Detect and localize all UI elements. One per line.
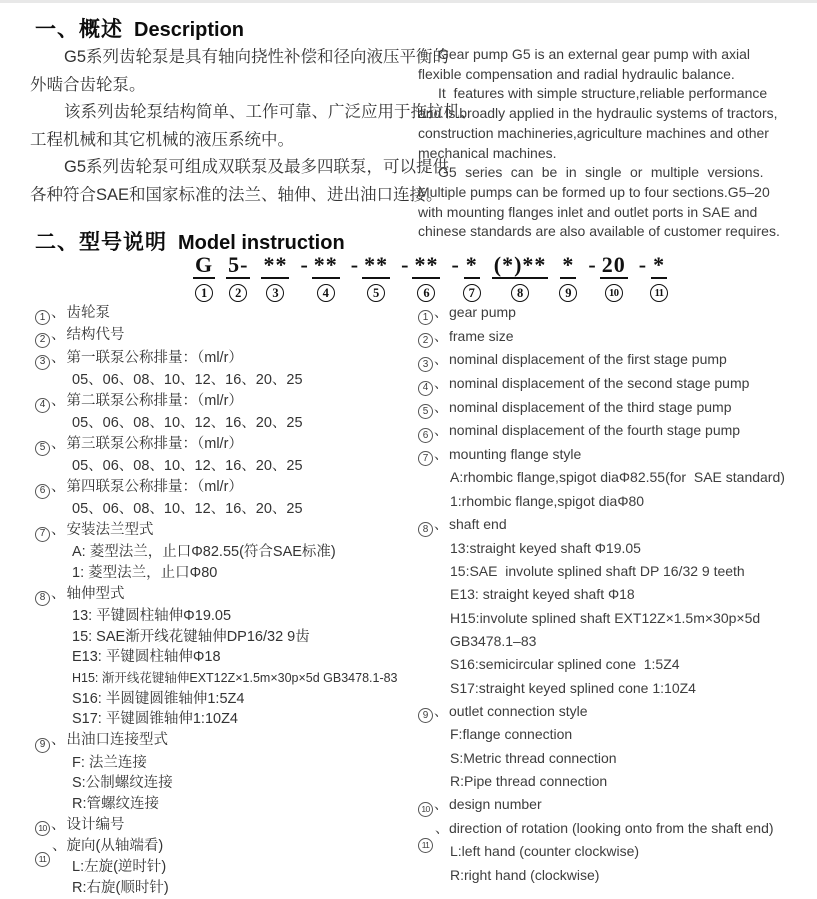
list-item-text: frame size: [449, 327, 514, 344]
item-separator: 、: [434, 304, 448, 320]
circled-number: 10: [35, 821, 50, 836]
code-field-column: [600, 253, 628, 302]
model-code-diagram: [193, 253, 668, 302]
list-item: [418, 325, 816, 349]
model-code-segment: [588, 253, 627, 302]
paragraph-line: Multiple pumps can be formed up to four sections.G5–20: [418, 183, 770, 200]
list-item-text: GB3478.1–83: [450, 632, 537, 649]
list-item-text: R:right hand (clockwise): [450, 866, 600, 883]
item-separator: 、: [434, 796, 448, 813]
list-item-text: 05、06、08、10、12、16、20、25: [72, 501, 303, 518]
list-item: [35, 520, 417, 542]
field-number-badge: 11: [650, 284, 668, 302]
code-field: **: [313, 252, 338, 277]
circled-number: 8: [418, 522, 433, 537]
code-field-column: [412, 253, 440, 302]
list-item: [72, 499, 417, 520]
list-item: [35, 348, 417, 370]
field-number-badge: 8: [511, 284, 529, 302]
list-item: [435, 817, 816, 840]
circled-number: 2: [418, 333, 433, 348]
list-item: [35, 730, 417, 752]
item-separator: 、: [434, 327, 448, 344]
circled-number: 11: [418, 838, 433, 853]
list-item-text: 出油口连接型式: [66, 732, 168, 749]
en-explanation-list: [418, 301, 816, 887]
list-item: [72, 627, 417, 648]
paragraph-line: 外啮合齿轮泵。: [30, 75, 146, 94]
list-item: [72, 668, 417, 689]
item-separator: 、: [434, 351, 448, 368]
list-item-text: 结构代号: [66, 327, 125, 344]
list-item-text: L:left hand (counter clockwise): [450, 843, 640, 860]
list-item-text: 13: 平键圆柱轴伸Φ19.05: [72, 607, 232, 624]
list-item-text: 05、06、08、10、12、16、20、25: [72, 458, 303, 475]
model-code-segment: [559, 253, 577, 302]
code-field-column: [463, 253, 481, 302]
list-item: [450, 747, 816, 770]
circled-number: 5: [418, 404, 433, 419]
code-field-column: [492, 253, 549, 302]
list-item-text: mounting flange style: [449, 445, 582, 462]
list-item: [72, 563, 417, 584]
list-item-text: 第一联泵公称排量：（ml/r）: [66, 349, 243, 366]
list-item: [72, 689, 417, 710]
code-prefix-dash: -: [300, 252, 308, 277]
circled-number: 9: [35, 738, 50, 753]
code-field-column: [362, 253, 390, 302]
model-code-segment: [401, 253, 440, 302]
field-number-badge: 9: [559, 284, 577, 302]
paragraph-line: It features with simple structure,reliable performance: [438, 85, 768, 102]
model-section-heading: [35, 226, 345, 256]
list-item: [72, 647, 417, 668]
overview-section-heading: [35, 13, 244, 43]
paragraph-line: G5系列齿轮泵可组成双联泵及最多四联泵，可以提供: [64, 158, 450, 177]
circled-number: 6: [35, 484, 50, 499]
list-item-text: H15:involute splined shaft EXT12Z×1.5m×30p×5d: [450, 609, 761, 626]
code-field: (*)**: [493, 252, 547, 277]
circled-number: 7: [35, 527, 50, 542]
list-item-text: nominal displacement of the fourth stage pump: [449, 422, 741, 439]
list-item: [35, 434, 417, 456]
list-item: [418, 396, 816, 420]
list-item: [35, 303, 417, 325]
model-code-segment: [492, 253, 549, 302]
model-code-segment: [300, 253, 339, 302]
list-item: [450, 677, 816, 700]
code-field: *: [562, 252, 575, 277]
model-code-segment: [226, 253, 250, 302]
list-item-text: nominal displacement of the third stage pump: [449, 398, 732, 415]
overview-en-paragraph: [418, 45, 814, 242]
list-item: [418, 443, 816, 467]
code-field-column: [312, 253, 340, 302]
code-prefix-dash: -: [588, 252, 596, 277]
list-item: [418, 419, 816, 443]
item-separator: 、: [434, 374, 448, 391]
list-item: [52, 836, 417, 857]
circled-number: 7: [418, 451, 433, 466]
item-separator: 、: [51, 305, 66, 321]
list-item-text: nominal displacement of the second stage pump: [449, 374, 750, 391]
item-separator: 、: [51, 478, 66, 495]
list-item: [72, 794, 417, 815]
list-item-text: S17:straight keyed splined cone 1:10Z4: [450, 679, 696, 696]
code-prefix-dash: -: [401, 252, 409, 277]
list-item: [35, 477, 417, 499]
paragraph-line: and is broadly applied in the hydraulic systems of tractors,: [418, 105, 778, 122]
circled-number: 11: [35, 852, 50, 867]
list-item: [72, 606, 417, 627]
list-item-text: F: 法兰连接: [72, 754, 147, 771]
paragraph-line: with mounting flanges inlet and outlet ports in SAE and: [418, 203, 758, 220]
code-field: 20: [601, 252, 626, 277]
model-code-segment: [639, 253, 668, 302]
list-item-text: E13: straight keyed shaft Φ18: [450, 586, 635, 603]
model-code-segment: [351, 253, 390, 302]
item-separator: 、: [51, 327, 66, 344]
code-field-column: [226, 253, 250, 302]
circled-number: 10: [418, 802, 433, 817]
list-item: [35, 815, 417, 836]
field-number-badge: 10: [605, 284, 623, 302]
list-item: [418, 793, 816, 817]
list-item: [72, 413, 417, 434]
model-code-segment: [451, 253, 480, 302]
list-item-text: 13:straight keyed shaft Φ19.05: [450, 539, 641, 556]
field-number-badge: 6: [417, 284, 435, 302]
list-item-text: 、direction of rotation (looking onto from the shaft end): [435, 819, 774, 836]
field-number-badge: 2: [229, 284, 247, 302]
list-item-text: 轴伸型式: [66, 585, 125, 602]
list-item: [450, 653, 816, 676]
item-separator: 、: [434, 422, 448, 439]
list-item-text: 第二联泵公称排量：（ml/r）: [66, 392, 243, 409]
list-item-text: L:左旋(逆时针): [72, 858, 167, 875]
overview-cn-paragraph: [30, 44, 477, 210]
list-item: [450, 583, 816, 606]
circled-number: 4: [35, 398, 50, 413]
list-item-text: 15: SAE渐开线花键轴伸DP16/32 9齿: [72, 628, 310, 645]
paragraph-line: mechanical machines.: [418, 144, 557, 161]
overview-heading-en: Description: [134, 19, 245, 41]
list-item-text: E13: 平键圆柱轴伸Φ18: [72, 649, 221, 666]
list-item-text: 第三联泵公称排量：（ml/r）: [66, 435, 243, 452]
circled-number: 1: [418, 310, 433, 325]
list-item: [418, 301, 816, 325]
list-item: [35, 584, 417, 606]
paragraph-line: construction machineries,agriculture machines and other: [418, 124, 769, 141]
code-field: **: [414, 252, 439, 277]
item-separator: 、: [434, 445, 448, 462]
overview-heading-cn: 一、概述: [35, 18, 123, 41]
field-number-badge: 7: [463, 284, 481, 302]
paragraph-line: Gear pump G5 is an external gear pump with axial: [438, 46, 751, 62]
circled-number: 5: [35, 441, 50, 456]
code-field: *: [653, 252, 666, 277]
list-item-text: gear pump: [449, 304, 516, 320]
field-number-badge: 3: [266, 284, 284, 302]
list-item: [450, 770, 816, 793]
list-item: [418, 700, 816, 724]
list-item-text: S17: 平键圆锥轴伸1:10Z4: [72, 711, 238, 728]
item-separator: 、: [51, 392, 66, 409]
circled-number: 6: [418, 428, 433, 443]
code-field-column: [650, 253, 668, 302]
circled-number: 3: [35, 355, 50, 370]
list-item-text: 05、06、08、10、12、16、20、25: [72, 415, 303, 432]
model-code-segment: [193, 253, 215, 302]
list-item-text: S:Metric thread connection: [450, 749, 617, 766]
list-item-text: S16: 半圆键圆锥轴伸1:5Z4: [72, 690, 245, 707]
item-separator: 、: [434, 702, 448, 719]
list-item: [450, 490, 816, 513]
circled-number: 8: [35, 591, 50, 606]
paragraph-line: 工程机械和其它机械的液压系统中。: [30, 130, 294, 149]
item-separator: 、: [51, 816, 66, 833]
list-item-text: 1: 菱型法兰，止口Φ80: [72, 564, 218, 581]
list-item: [72, 753, 417, 774]
list-item-text: H15: 渐开线花键轴伸EXT12Z×1.5m×30p×5d GB3478.1-83: [72, 671, 398, 686]
list-item: [35, 325, 417, 347]
list-item-text: R:管螺纹连接: [72, 795, 159, 812]
code-field-column: [193, 253, 215, 302]
list-item-text: 、旋向(从轴端看): [52, 837, 164, 854]
list-item-text: nominal displacement of the first stage pump: [449, 351, 727, 368]
list-item-text: A:rhombic flange,spigot diaΦ82.55(for SAE standard): [450, 469, 785, 486]
list-item-text: S:公制螺纹连接: [72, 775, 173, 792]
field-number-badge: 5: [367, 284, 385, 302]
code-field-column: [559, 253, 577, 302]
code-field-column: [261, 253, 289, 302]
list-item: [450, 466, 816, 489]
list-item: [450, 607, 816, 630]
circled-number: 9: [418, 708, 433, 723]
list-item: [72, 456, 417, 477]
list-item-text: A: 菱型法兰，止口Φ82.55(符合SAE标准): [72, 544, 336, 561]
list-item: [450, 864, 816, 887]
list-item-text: F:flange connection: [450, 726, 573, 743]
paragraph-line: G5系列齿轮泵是具有轴向挠性补偿和径向液压平衡的: [64, 48, 450, 66]
cn-explanation-list: [35, 303, 417, 899]
list-item: [450, 630, 816, 653]
model-heading-en: Model instruction: [178, 232, 345, 254]
paragraph-line: 各种符合SAE和国家标准的法兰、轴伸、进出油口连接。: [30, 185, 443, 204]
list-item: [418, 372, 816, 396]
item-separator: 、: [51, 521, 66, 538]
item-separator: 、: [51, 585, 66, 602]
circled-number: 4: [418, 381, 433, 396]
circled-number: 1: [35, 310, 50, 325]
paragraph-line: flexible compensation and radial hydraulic balance.: [418, 65, 735, 82]
code-prefix-dash: -: [350, 252, 359, 277]
code-field: **: [364, 252, 389, 277]
paragraph-line: 该系列齿轮泵结构简单、工作可靠、广泛应用于拖拉机、: [64, 103, 477, 122]
list-item-text: outlet connection style: [449, 702, 588, 719]
field-number-badge: 4: [317, 284, 335, 302]
list-item-text: design number: [449, 796, 542, 813]
code-prefix-dash: -: [638, 252, 647, 277]
page-top-edge: [0, 0, 817, 3]
list-item-text: 齿轮泵: [66, 305, 110, 321]
code-field: 5-: [228, 252, 249, 277]
list-item: [35, 854, 417, 878]
paragraph-line: chinese standards are also available of customer requires.: [418, 223, 780, 240]
list-item-text: 15:SAE involute splined shaft DP 16/32 9 teeth: [450, 563, 745, 580]
item-separator: 、: [51, 349, 66, 366]
code-field: *: [465, 252, 478, 277]
model-heading-cn: 二、型号说明: [35, 231, 167, 254]
paragraph-line: G5 series can be in single or multiple versions.: [438, 164, 764, 181]
list-item-text: R:Pipe thread connection: [450, 773, 608, 790]
list-item: [418, 348, 816, 372]
item-separator: 、: [434, 398, 448, 415]
circled-number: 3: [418, 357, 433, 372]
code-field: **: [263, 252, 288, 277]
code-prefix-dash: -: [451, 252, 459, 277]
model-code-segment: [261, 253, 289, 302]
list-item-text: R:右旋(顺时针): [72, 880, 169, 897]
field-number-badge: 1: [195, 284, 213, 302]
item-separator: 、: [434, 516, 448, 533]
list-item-text: shaft end: [449, 516, 507, 533]
circled-number: 2: [35, 333, 50, 348]
list-item: [450, 537, 816, 560]
list-item-text: 设计编号: [66, 816, 125, 833]
list-item-text: 安装法兰型式: [66, 521, 154, 538]
list-item: [72, 370, 417, 391]
list-item: [35, 391, 417, 413]
list-item: [72, 709, 417, 730]
code-field: G: [195, 252, 214, 277]
list-item-text: 1:rhombic flange,spigot diaΦ80: [450, 492, 645, 509]
list-item-text: 05、06、08、10、12、16、20、25: [72, 372, 303, 389]
item-separator: 、: [51, 435, 66, 452]
list-item: [418, 513, 816, 537]
list-item: [72, 542, 417, 563]
list-item-text: S16:semicircular splined cone 1:5Z4: [450, 656, 680, 673]
list-item: [418, 840, 816, 864]
list-item: [72, 773, 417, 794]
list-item-text: 第四联泵公称排量：（ml/r）: [66, 478, 243, 495]
list-item: [72, 878, 417, 899]
item-separator: 、: [51, 732, 66, 749]
list-item: [450, 723, 816, 746]
list-item: [450, 560, 816, 583]
